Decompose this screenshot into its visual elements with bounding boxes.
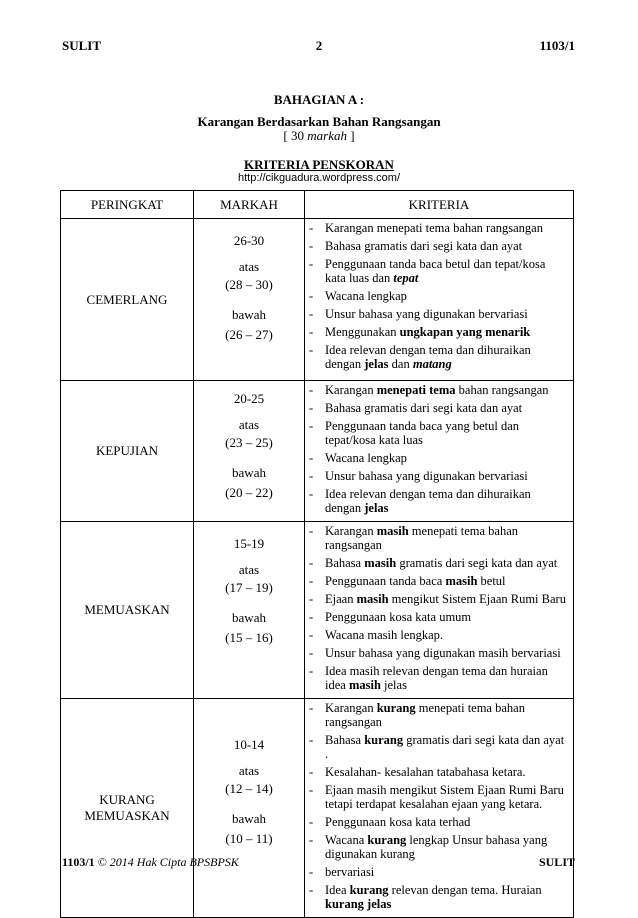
criteria-text: Bahasa gramatis dari segi kata dan ayat: [325, 401, 523, 415]
col-peringkat: PERINGKAT: [61, 191, 194, 219]
markah-bawah-label: bawah: [232, 811, 266, 826]
criteria-list: [305, 381, 573, 521]
table-row: [61, 219, 574, 381]
criteria-text: gramatis dari segi kata dan ayat .: [325, 733, 565, 761]
header-right: 1103/1: [539, 38, 575, 53]
criteria-text: Kesalahan- kesalahan tatabahasa ketara.: [325, 765, 526, 779]
criteria-item: [305, 307, 569, 321]
criteria-text: masih: [356, 592, 389, 606]
section-title: BAHAGIAN A :: [273, 92, 365, 107]
bullet-dash-icon: -: [309, 383, 314, 397]
kriteria-cell: [305, 381, 574, 522]
markah-bawah-label: bawah: [232, 307, 266, 322]
bullet-dash-icon: -: [309, 289, 314, 303]
criteria-text: Karangan: [325, 701, 377, 715]
criteria-text: Bahasa: [325, 733, 365, 747]
bullet-dash-icon: -: [309, 628, 314, 642]
kriteria-cell: [305, 699, 574, 918]
criteria-item: [305, 524, 569, 552]
criteria-text: masih: [364, 556, 397, 570]
bullet-dash-icon: -: [309, 865, 314, 879]
criteria-text: jelas: [380, 678, 407, 692]
markah-bawah: (10 – 11): [225, 831, 273, 846]
markah-atas: (28 – 30): [225, 277, 273, 292]
markah-bawah-label: bawah: [232, 465, 266, 480]
criteria-list: [305, 699, 573, 917]
criteria-item: [305, 733, 569, 761]
page-number: 2: [315, 38, 323, 53]
criteria-text: ungkapan yang menarik: [399, 325, 531, 339]
criteria-text: Karangan menepati tema bahan rangsangan: [325, 221, 543, 235]
criteria-text: Unsur bahasa yang digunakan bervariasi: [325, 469, 528, 483]
bullet-dash-icon: -: [309, 221, 314, 235]
bullet-dash-icon: -: [309, 257, 314, 271]
footer-right: SULIT: [538, 855, 575, 869]
criteria-list: [305, 219, 573, 377]
markah-cell: [194, 699, 305, 918]
scoring-table: [60, 190, 574, 918]
bullet-dash-icon: -: [309, 469, 314, 483]
bullet-dash-icon: -: [309, 419, 314, 433]
criteria-item: [305, 833, 569, 861]
criteria-item: [305, 701, 569, 729]
criteria-text: Penggunaan kosa kata terhad: [325, 815, 471, 829]
criteria-text: gramatis dari segi kata dan ayat: [396, 556, 558, 570]
criteria-item: [305, 783, 569, 811]
criteria-text: Karangan: [325, 524, 377, 538]
bullet-dash-icon: -: [309, 487, 314, 501]
criteria-text: jelas: [364, 357, 389, 371]
criteria-text: Idea relevan dengan tema dan dihuraikan dengan: [325, 487, 531, 515]
markah-range: 26-30: [233, 233, 265, 248]
criteria-text: Penggunaan tanda baca: [325, 574, 446, 588]
markah-atas-label: atas: [238, 259, 260, 274]
bullet-dash-icon: -: [309, 883, 314, 897]
kriteria-cell: [305, 219, 574, 381]
criteria-text: Ejaan masih mengikut Sistem Ejaan Rumi Baru tetapi terdapat kesalahan ejaan yang ketara.: [325, 783, 564, 811]
criteria-text: kurang: [376, 701, 416, 715]
col-kriteria: KRITERIA: [305, 191, 574, 219]
criteria-item: [305, 628, 569, 642]
bullet-dash-icon: -: [309, 610, 314, 624]
peringkat-cell: MEMUASKAN: [61, 522, 194, 699]
markah-atas: (12 – 14): [225, 781, 273, 796]
bullet-dash-icon: -: [309, 343, 314, 357]
markah-cell: [194, 219, 305, 381]
table-header-row: [61, 191, 574, 219]
bullet-dash-icon: -: [309, 307, 314, 321]
markah-bawah: (26 – 27): [225, 327, 273, 342]
criteria-item: [305, 765, 569, 779]
criteria-item: [305, 592, 569, 606]
criteria-text: kurang: [367, 833, 407, 847]
bullet-dash-icon: -: [309, 765, 314, 779]
markah-atas: (17 – 19): [225, 580, 273, 595]
bullet-dash-icon: -: [309, 646, 314, 660]
peringkat-cell: KURANG MEMUASKAN: [61, 699, 194, 918]
peringkat-cell: CEMERLANG: [61, 219, 194, 381]
criteria-text: Unsur bahasa yang digunakan bervariasi: [325, 307, 528, 321]
bullet-dash-icon: -: [309, 833, 314, 847]
bullet-dash-icon: -: [309, 239, 314, 253]
criteria-item: [305, 419, 569, 447]
criteria-text: bervariasi: [325, 865, 375, 879]
markah-atas: (23 – 25): [225, 435, 273, 450]
criteria-item: [305, 664, 569, 692]
criteria-text: masih: [376, 524, 409, 538]
markah-bawah: (15 – 16): [225, 630, 273, 645]
criteria-text: Wacana lengkap: [325, 451, 407, 465]
bullet-dash-icon: -: [309, 524, 314, 538]
criteria-text: dan: [388, 357, 413, 371]
criteria-text: Wacana masih lengkap.: [325, 628, 444, 642]
col-markah: MARKAH: [194, 191, 305, 219]
table-row: [61, 522, 574, 699]
markah-bawah-label: bawah: [232, 610, 266, 625]
criteria-item: [305, 221, 569, 235]
markah-bawah: (20 – 22): [225, 485, 273, 500]
peringkat-cell: KEPUJIAN: [61, 381, 194, 522]
table-row: [61, 699, 574, 918]
bullet-dash-icon: -: [309, 783, 314, 797]
bullet-dash-icon: -: [309, 701, 314, 715]
criteria-text: Penggunaan kosa kata umum: [325, 610, 472, 624]
criteria-text: kurang jelas: [325, 897, 392, 911]
markah-range: 20-25: [233, 391, 265, 406]
criteria-text: Wacana: [325, 833, 368, 847]
criteria-text: Idea masih relevan dengan tema dan huraian idea: [325, 664, 548, 692]
criteria-item: [305, 865, 569, 879]
criteria-text: masih: [348, 678, 381, 692]
table-row: [61, 381, 574, 522]
bullet-dash-icon: -: [309, 592, 314, 606]
criteria-item: [305, 610, 569, 624]
criteria-text: bahan rangsangan: [455, 383, 549, 397]
criteria-text: Karangan: [325, 383, 377, 397]
criteria-text: Idea: [325, 883, 350, 897]
markah-range: 10-14: [233, 737, 265, 752]
bullet-dash-icon: -: [309, 556, 314, 570]
criteria-item: [305, 239, 569, 253]
marks-note: [ 30 markah ]: [283, 128, 355, 143]
bullet-dash-icon: -: [309, 815, 314, 829]
criteria-text: Wacana lengkap: [325, 289, 407, 303]
criteria-text: tepat: [393, 271, 419, 285]
criteria-item: [305, 883, 569, 911]
criteria-text: Penggunaan tanda baca betul dan tepat/kosa kata luas dan: [325, 257, 546, 285]
criteria-text: kurang: [364, 733, 404, 747]
bullet-dash-icon: -: [309, 325, 314, 339]
criteria-item: [305, 815, 569, 829]
criteria-item: [305, 343, 569, 371]
criteria-list: [305, 522, 573, 698]
markah-range: 15-19: [233, 536, 265, 551]
criteria-text: menepati tema: [376, 383, 456, 397]
criteria-text: menepati tema bahan rangsangan: [325, 524, 518, 552]
criteria-text: betul: [477, 574, 506, 588]
criteria-text: relevan dengan tema. Huraian: [388, 883, 542, 897]
criteria-text: Menggunakan: [325, 325, 400, 339]
criteria-item: [305, 401, 569, 415]
bullet-dash-icon: -: [309, 401, 314, 415]
criteria-item: [305, 257, 569, 285]
criteria-item: [305, 325, 569, 339]
criteria-text: Unsur bahasa yang digunakan masih bervariasi: [325, 646, 561, 660]
criteria-text: mengikut Sistem Ejaan Rumi Baru: [388, 592, 566, 606]
markah-atas-label: atas: [238, 417, 260, 432]
criteria-item: [305, 574, 569, 588]
markah-cell: [194, 381, 305, 522]
criteria-text: lengkap Unsur bahasa yang digunakan kurang: [325, 833, 548, 861]
markah-atas-label: atas: [238, 763, 260, 778]
bullet-dash-icon: -: [309, 451, 314, 465]
bullet-dash-icon: -: [309, 733, 314, 747]
criteria-text: kurang: [349, 883, 389, 897]
criteria-item: [305, 289, 569, 303]
subtitle: Karangan Berdasarkan Bahan Rangsangan: [197, 114, 441, 129]
criteria-item: [305, 383, 569, 397]
criteria-text: jelas: [364, 501, 389, 515]
footer-left: 1103/1 © 2014 Hak Cipta BPSBPSK: [62, 855, 239, 869]
criteria-text: matang: [412, 357, 452, 371]
criteria-text: Penggunaan tanda baca yang betul dan tepat/kosa kata luas: [325, 419, 520, 447]
criteria-item: [305, 451, 569, 465]
criteria-item: [305, 469, 569, 483]
markah-cell: [194, 522, 305, 699]
criteria-title: KRITERIA PENSKORAN: [244, 157, 394, 172]
criteria-text: Bahasa: [325, 556, 365, 570]
criteria-text: masih: [445, 574, 478, 588]
criteria-text: Bahasa gramatis dari segi kata dan ayat: [325, 239, 523, 253]
criteria-item: [305, 487, 569, 515]
kriteria-cell: [305, 522, 574, 699]
criteria-text: menepati tema bahan rangsangan: [325, 701, 525, 729]
markah-atas-label: atas: [238, 562, 260, 577]
bullet-dash-icon: -: [309, 574, 314, 588]
source-url: http://cikguadura.wordpress.com/: [237, 172, 401, 184]
criteria-text: Idea relevan dengan tema dan dihuraikan dengan: [325, 343, 531, 371]
header-left: SULIT: [62, 38, 102, 53]
criteria-item: [305, 556, 569, 570]
criteria-item: [305, 646, 569, 660]
bullet-dash-icon: -: [309, 664, 314, 678]
criteria-text: Ejaan: [325, 592, 357, 606]
